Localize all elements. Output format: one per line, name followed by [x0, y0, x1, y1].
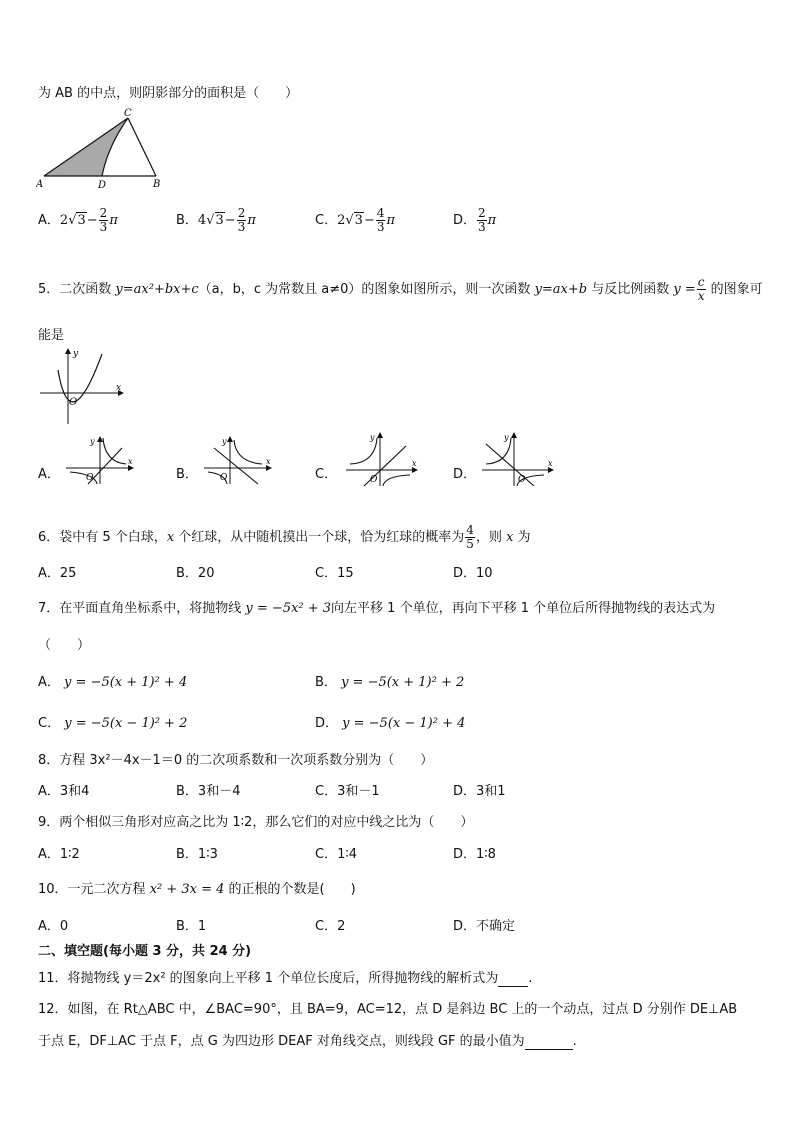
q12-stem-line1: 12．如图，在 Rt△ABC 中，∠BAC=90°，且 BA=9，AC=12，点 D 是斜边 BC 上的一个动点，过点 D 分别作 DE⊥AB: [38, 1002, 738, 1017]
q10-stem: 10．一元二次方程 x² + 3x = 4 的正根的个数是( ): [38, 882, 356, 897]
svg-text:O: O: [370, 475, 378, 485]
svg-text:y: y: [222, 437, 227, 446]
q10-option-d[interactable]: D．不确定: [453, 919, 516, 934]
q4-option-c[interactable]: C．2√3− $\frac{4}{3}$ π: [315, 206, 396, 234]
q6-option-a[interactable]: A．25: [38, 566, 77, 581]
q10-option-b[interactable]: B．1: [176, 919, 207, 934]
label-a: A: [36, 179, 44, 190]
q9-stem: 9．两个相似三角形对应高之比为 1∶2，那么它们的对应中线之比为（ ）: [38, 815, 474, 830]
svg-text:x: x: [548, 459, 553, 468]
q4-option-b[interactable]: B．4√3− $\frac{2}{3}$ π: [176, 206, 256, 234]
q4-option-a[interactable]: A．2√3− $\frac{2}{3}$ π: [38, 206, 118, 234]
q4-stem-tail: 为 AB 的中点，则阴影部分的面积是（ ）: [38, 86, 299, 101]
q5-option-d-label[interactable]: D．: [453, 467, 477, 482]
q4-option-d[interactable]: D． $\frac{2}{3}$ π: [453, 206, 497, 234]
q5-option-c-label[interactable]: C．: [315, 467, 338, 482]
svg-text:x: x: [266, 457, 271, 466]
q9-option-c[interactable]: C．1∶4: [315, 847, 358, 862]
q6-option-b[interactable]: B．20: [176, 566, 215, 581]
label-c: C: [124, 108, 132, 119]
svg-text:y: y: [370, 433, 375, 442]
q5-option-b-graph[interactable]: [200, 434, 276, 486]
label-d: D: [98, 180, 107, 190]
svg-text:O: O: [220, 473, 228, 483]
q5-option-d-graph[interactable]: [478, 430, 558, 488]
q7-option-d[interactable]: D． y = −5(x − 1)² + 4: [315, 716, 466, 731]
origin-label: O: [69, 397, 78, 408]
label-b: B: [153, 179, 161, 190]
q5-stem-line1: 5．二次函数 y=ax²+bx+c（a，b，c 为常数且 a≠0）的图象如图所示，则一次函数 y=ax+b 与反比例函数 y = $\frac{c}{x}$ 的图象可: [38, 275, 763, 303]
section-title: 二、填空题(每小题 3 分，共 24 分): [38, 944, 252, 959]
svg-text:x: x: [412, 459, 417, 468]
q6-option-d[interactable]: D．10: [453, 566, 493, 581]
svg-text:y: y: [90, 437, 95, 446]
svg-text:x: x: [128, 457, 133, 466]
q5-stem-line2: 能是: [38, 328, 65, 343]
q7-stem-line1: 7．在平面直角坐标系中，将抛物线 y = −5x² + 3向左平移 1 个单位，再向下平移 1 个单位后所得抛物线的表达式为: [38, 601, 716, 616]
q4-triangle-figure: [36, 108, 166, 190]
q8-option-c[interactable]: C．3和－1: [315, 784, 380, 799]
svg-text:O: O: [86, 473, 94, 483]
q7-option-b[interactable]: B． y = −5(x + 1)² + 2: [315, 675, 465, 690]
q8-option-b[interactable]: B．3和－4: [176, 784, 241, 799]
q8-stem: 8．方程 3x²－4x－1＝0 的二次项系数和一次项系数分别为（ ）: [38, 753, 434, 768]
q11-answer-blank[interactable]: [498, 971, 528, 987]
q9-option-a[interactable]: A．1∶2: [38, 847, 80, 862]
q5-option-c-graph[interactable]: [342, 430, 422, 488]
q7-option-c[interactable]: C． y = −5(x − 1)² + 2: [38, 716, 188, 731]
q12-stem-line2: 于点 E，DF⊥AC 于点 F，点 G 为四边形 DEAF 对角线交点，则线段 GF 的最小值为 .: [38, 1034, 577, 1049]
axis-x-label: x: [116, 383, 122, 393]
q7-stem-line2: （ ）: [38, 638, 91, 653]
svg-text:O: O: [518, 475, 526, 485]
q9-option-b[interactable]: B．1∶3: [176, 847, 218, 862]
q8-option-d[interactable]: D．3和1: [453, 784, 506, 799]
axis-y-label: y: [73, 349, 79, 359]
q6-option-c[interactable]: C．15: [315, 566, 354, 581]
q8-option-a[interactable]: A．3和4: [38, 784, 90, 799]
q7-option-a[interactable]: A． y = −5(x + 1)² + 4: [38, 675, 188, 690]
q9-option-d[interactable]: D．1∶8: [453, 847, 496, 862]
q5-option-b-label[interactable]: B．: [176, 467, 198, 482]
q12-answer-blank[interactable]: [525, 1034, 573, 1050]
svg-text:y: y: [504, 433, 509, 442]
q6-stem: 6．袋中有 5 个白球，x 个红球，从中随机摸出一个球，恰为红球的概率为 $\frac{4}{5}$ ，则 x 为: [38, 523, 531, 551]
q5-option-a-graph[interactable]: [62, 434, 138, 486]
q11-stem: 11．将抛物线 y＝2x² 的图象向上平移 1 个单位长度后，所得抛物线的解析式为 .: [38, 971, 533, 986]
q10-option-c[interactable]: C．2: [315, 919, 346, 934]
q5-parabola-graph: [40, 346, 126, 426]
q10-option-a[interactable]: A．0: [38, 919, 69, 934]
q5-option-a-label[interactable]: A．: [38, 467, 60, 482]
